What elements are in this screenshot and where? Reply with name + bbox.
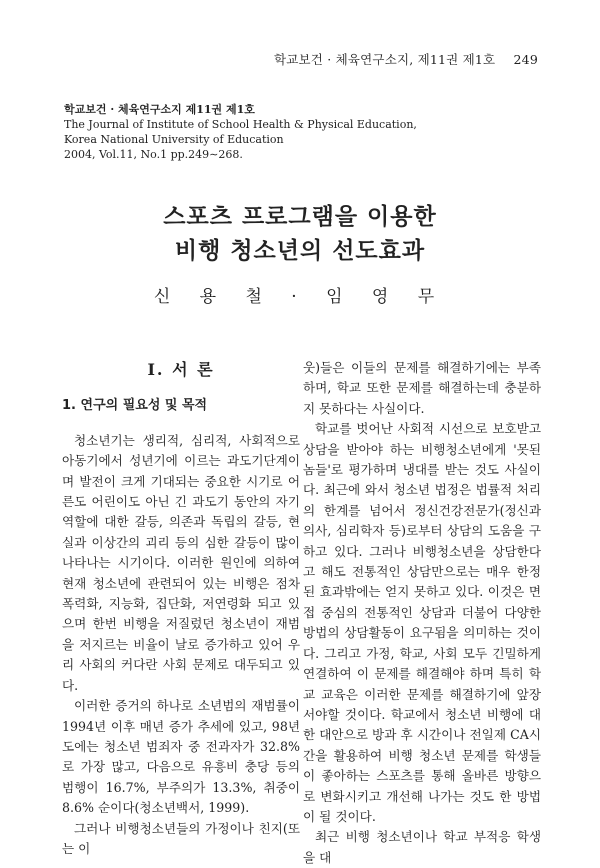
right-paragraph-1: 웃)들은 이들의 문제를 해결하기에는 부족하며, 학교 또한 문제를 해결하는데 충분하지 못하다는 사실이다. <box>303 360 541 416</box>
running-header <box>274 50 538 68</box>
section-heading: Ⅰ. 서 론 <box>147 360 215 379</box>
author-names: 신 용 철 · 임 영 무 <box>153 287 447 307</box>
running-title: 학교보건 · 체육연구소지, 제11권 제1호 <box>273 52 496 67</box>
right-paragraph-2: 학교를 벗어난 사회적 시선으로 보호받고 상담을 받아야 하는 비행청소년에게 '못된 놈들'로 평가하며 냉대를 받는 것도 사실이다. 최근에 와서 청소년 법정은 법률적 처리의 한계를 넘어서 정신건강전문가(정신과 의사, 심리학자 등)로부터 상담의 도움을 구하고 있다. 그러나 비행청소년을 상담한다고 해도 전통적인 상담만으로는 매우 한정된 효과밖에는 얻지 못하고 있다. 이것은 면접 중심의 전통적인 상담과 더불어 다양한 방법의 상담활동이 요구됨을 의미하는 것이다. 그리고 가정, 학교, 사회 모두 긴밀하게 연결하여 이 문제를 해결해야 하며 특히 학교 교육은 이러한 문제를 해결하기에 앞장 서야할 것이다. 학교에서 청소년 비행에 대한 대안으로 방과 후 시간이나 전일제 CA시간을 활용하여 비행 청소년 문제를 학생들이 좋아하는 스포츠를 통해 올바른 방향으로 변화시키고 개선해 나가는 것도 한 방법이 될 것이다. <box>303 421 541 824</box>
left-column <box>62 358 300 859</box>
right-paragraph-3: 최근 비행 청소년이나 학교 부적응 학생을 대 <box>303 829 541 865</box>
left-paragraph-3: 그러나 비행청소년들의 가정이나 친지(또는 이 <box>62 820 300 856</box>
right-column <box>303 358 541 868</box>
paper-title <box>0 200 600 268</box>
journal-title-korean: 학교보건 · 체육연구소지 제11권 제1호 <box>64 103 255 116</box>
title-line-2: 비행 청소년의 선도효과 <box>174 237 426 264</box>
journal-title-english: The Journal of Institute of School Health & Physical Education, <box>64 118 417 131</box>
left-paragraph-2: 이러한 증거의 하나로 소년범의 재범률이 1994년 이후 매년 증가 추세에 있고, 98년도에는 청소년 범죄자 중 전과자가 32.8%로 가장 많고, 다음으로 유흥비 충당 등의 범행이 16.7%, 부주의가 13.3%, 취중이 8.6% 순이다(청소년백서, 1999). <box>62 698 300 816</box>
title-line-1: 스포츠 프로그램을 이용한 <box>163 203 437 230</box>
left-paragraph-1: 청소년기는 생리적, 심리적, 사회적으로 아동기에서 성년기에 이르는 과도기단계이며 발전이 크게 기대되는 중요한 시기로 어른도 어린이도 아닌 긴 과도기 동안의 자기역할에 대한 갈등, 의존과 독립의 갈등, 현실과 이상간의 괴리 등의 심한 갈등이 많이 나타나는 시기이다. 이러한 원인에 의하여 현재 청소년에 관련되어 있는 비행은 점차 폭력화, 지능화, 집단화, 저연령화 되고 있으며 한번 비행을 저질렀던 청소년이 재범을 저지르는 비율이 날로 증가하고 있어 우리 사회의 커다란 사회 문제로 대두되고 있다. <box>62 432 300 693</box>
subsection-heading: 1. 연구의 필요성 및 목적 <box>62 398 208 414</box>
volume-info: 2004, Vol.11, No.1 pp.249∼268. <box>64 148 243 161</box>
citation-block <box>64 102 417 162</box>
institution-name: Korea National University of Education <box>64 133 284 146</box>
page-number: 249 <box>513 52 538 67</box>
